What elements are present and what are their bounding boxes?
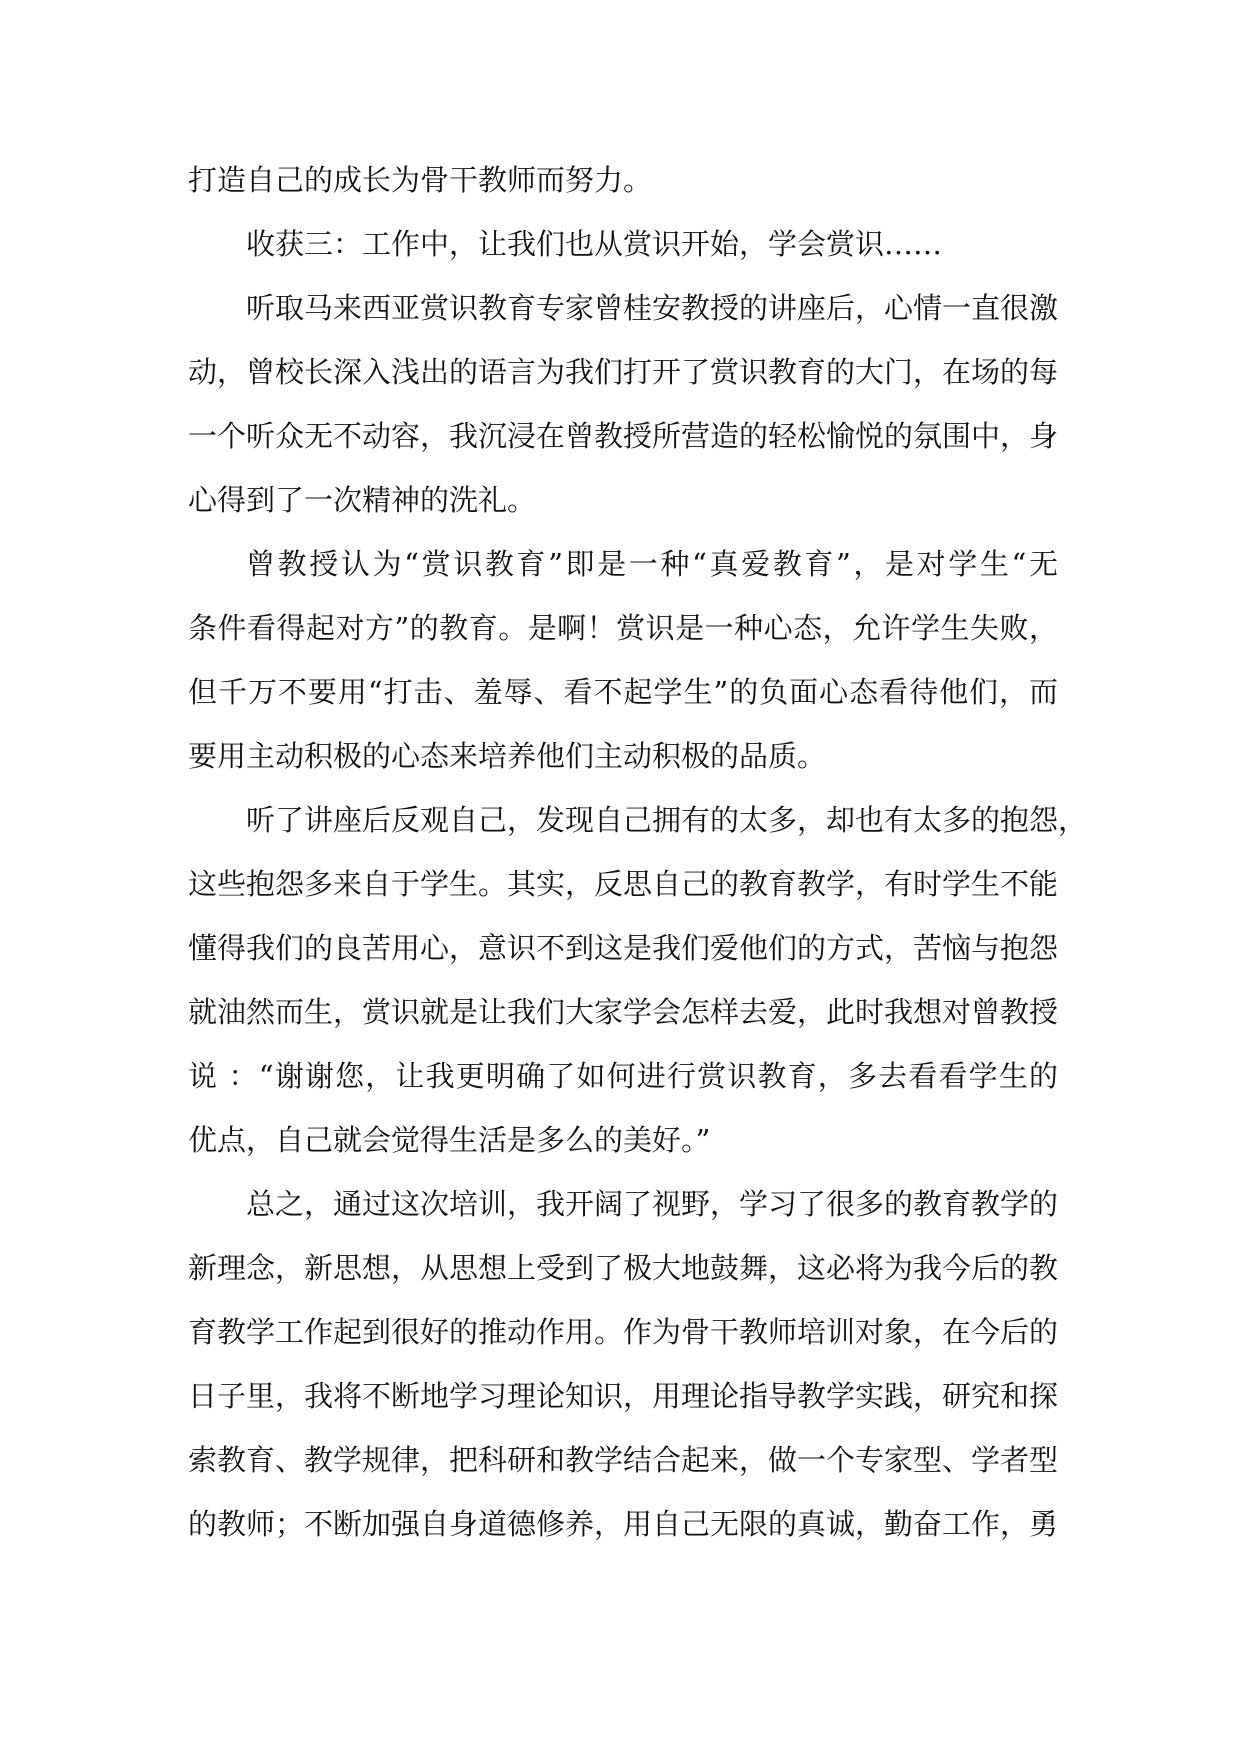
text-line: 曾教授认为“赏识教育”即是一种“真爱教育”，是对学生“无 bbox=[246, 547, 1058, 581]
text-line: 索教育、教学规律，把科研和教学结合起来，做一个专家型、学者型 bbox=[188, 1443, 1059, 1477]
text-line: 打造自己的成长为骨干教师而努力。 bbox=[188, 163, 653, 197]
text-line: 听取马来西亚赏识教育专家曾桂安教授的讲座后，心情一直很激 bbox=[246, 291, 1059, 325]
text-line: 就油然而生，赏识就是让我们大家学会怎样去爱，此时我想对曾教授 bbox=[188, 995, 1059, 1029]
text-line: 说 ：“谢谢您，让我更明确了如何进行赏识教育，多去看看学生的 bbox=[188, 1059, 1058, 1093]
text-line: 新理念，新思想，从思想上受到了极大地鼓舞，这必将为我今后的教 bbox=[188, 1251, 1059, 1285]
text-line: 动，曾校长深入浅出的语言为我们打开了赏识教育的大门，在场的每 bbox=[188, 355, 1059, 389]
text-line: 条件看得起对方”的教育。是啊！赏识是一种心态，允许学生失败， bbox=[188, 611, 1058, 645]
text-line: 日子里，我将不断地学习理论知识，用理论指导教学实践，研究和探 bbox=[188, 1379, 1059, 1413]
text-line: 一个听众无不动容，我沉浸在曾教授所营造的轻松愉悦的氛围中，身 bbox=[188, 419, 1059, 453]
text-line: 总之，通过这次培训，我开阔了视野，学习了很多的教育教学的 bbox=[246, 1187, 1059, 1221]
text-line: 听了讲座后反观自己，发现自己拥有的太多，却也有太多的抱怨， bbox=[246, 803, 1088, 837]
text-line: 但千万不要用“打击、羞辱、看不起学生”的负面心态看待他们，而 bbox=[188, 675, 1058, 709]
text-line: 收获三：工作中，让我们也从赏识开始，学会赏识…… bbox=[246, 227, 943, 261]
text-line: 要用主动积极的心态来培养他们主动积极的品质。 bbox=[188, 739, 827, 773]
text-line: 懂得我们的良苦用心，意识不到这是我们爱他们的方式，苦恼与抱怨 bbox=[188, 931, 1059, 965]
text-line: 育教学工作起到很好的推动作用。作为骨干教师培训对象，在今后的 bbox=[188, 1315, 1059, 1349]
text-line: 心得到了一次精神的洗礼。 bbox=[188, 483, 537, 517]
text-line: 优点，自己就会觉得生活是多么的美好。” bbox=[188, 1123, 711, 1157]
text-line: 的教师；不断加强自身道德修养，用自己无限的真诚，勤奋工作，勇 bbox=[188, 1507, 1059, 1541]
text-line: 这些抱怨多来自于学生。其实，反思自己的教育教学，有时学生不能 bbox=[188, 867, 1059, 901]
